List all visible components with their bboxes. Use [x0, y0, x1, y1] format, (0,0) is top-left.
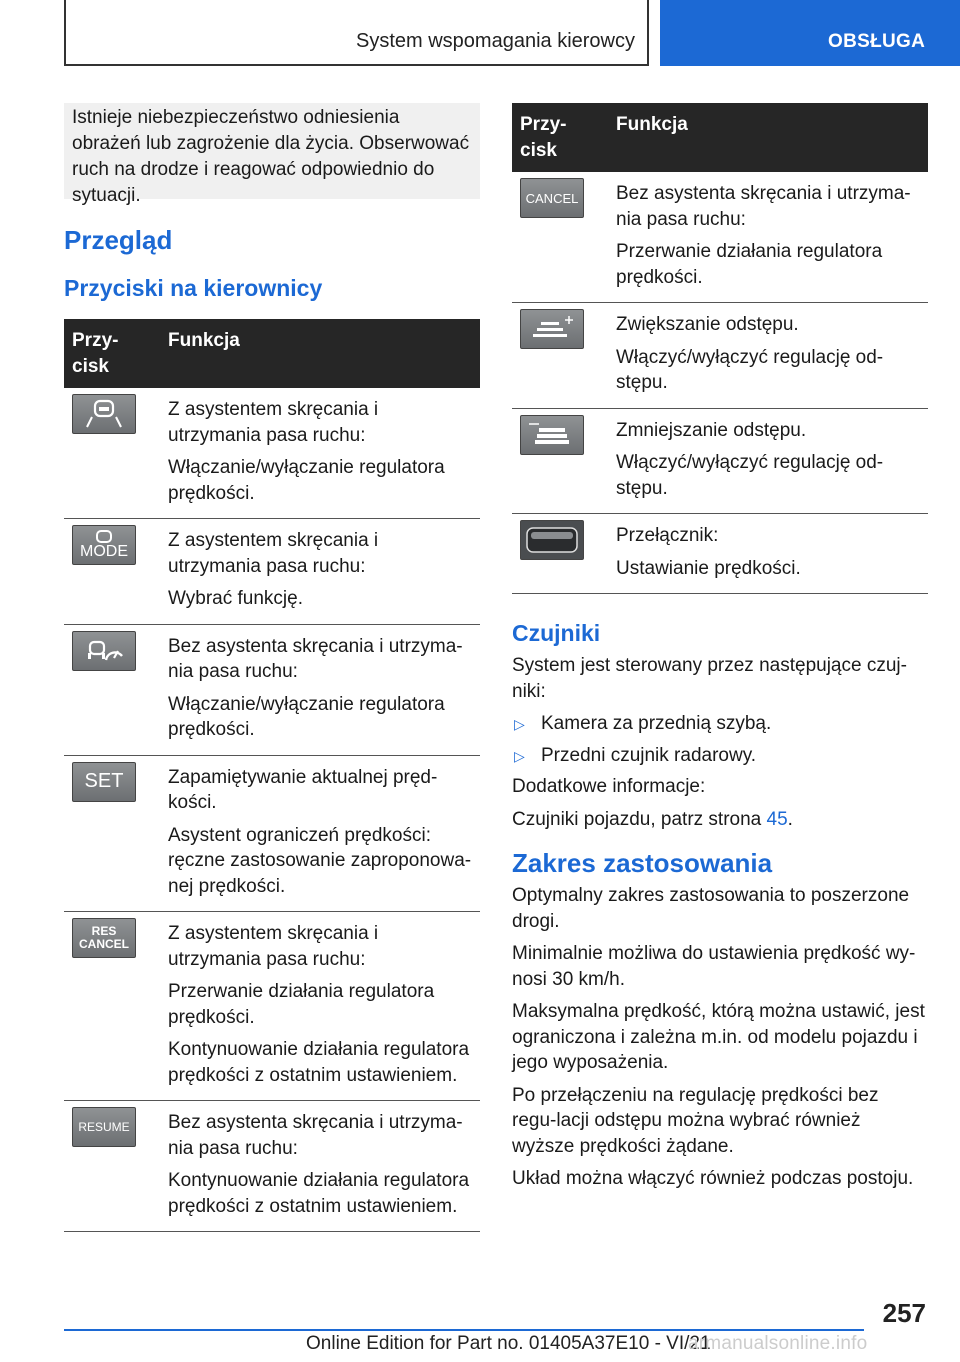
row-text-1: Z asystentem skręcania i utrzymania pasa ruchu:: [168, 923, 379, 970]
table-row: [512, 303, 928, 409]
triangle-bullet-icon: ▷: [514, 716, 525, 732]
table-row: [512, 172, 928, 303]
scope-paragraph: Optymalny zakres zastosowania to poszerzone drogi.: [512, 885, 910, 932]
cancel-icon: CANCEL: [520, 178, 584, 218]
row-text-2: Włączyć/wyłączyć regulację od-stępu.: [616, 452, 884, 499]
row-text-3: Kontynuowanie działania regulatora prędkości z ostatnim ustawieniem.: [168, 1039, 470, 1086]
more-info-label: Dodatkowe informacje:: [512, 776, 706, 797]
row-text-2: Asystent ograniczeń prędkości: ręczne zastosowanie zaproponowa-nej prędkości.: [168, 824, 472, 897]
page-link[interactable]: 45: [766, 808, 788, 830]
col-header-button: Przy- cisk: [512, 103, 608, 172]
scope-paragraph: Układ można włączyć również podczas postoju.: [512, 1168, 914, 1189]
edition-text: Online Edition for Part no. 01405A37E10 - VI/21: [306, 1333, 711, 1354]
row-text-2: Włączyć/wyłączyć regulację od-stępu.: [616, 346, 884, 393]
col-header-function: Funkcja: [160, 319, 480, 388]
row-text-2: Ustawianie prędkości.: [616, 557, 801, 579]
col-header-button: Przy- cisk: [64, 319, 160, 388]
row-text-1: Z asystentem skręcania i utrzymania pasa ruchu:: [168, 399, 379, 446]
sensors-list: [512, 711, 928, 768]
col-header-function: Funkcja: [608, 103, 928, 172]
watermark: armanualsonline.info: [688, 1333, 868, 1354]
section-tab-label: OBSŁUGA: [828, 31, 926, 52]
row-text-1: Z asystentem skręcania i utrzymania pasa ruchu:: [168, 530, 379, 577]
header-title-box: [64, 0, 649, 66]
row-text-1: Bez asystenta skręcania i utrzyma-nia pasa ruchu:: [616, 183, 911, 230]
table-row: [64, 388, 480, 519]
triangle-bullet-icon: ▷: [514, 747, 525, 764]
row-text-1: Zwiększanie odstępu.: [616, 314, 799, 335]
list-item: ▷ Kamera za przednią szybą.: [512, 711, 928, 737]
scope-heading: Zakres zastosowania: [512, 848, 773, 878]
row-text-2: Przerwanie działania regulatora prędkości.: [616, 241, 883, 288]
section-tab: [660, 0, 960, 66]
row-text-1: Bez asystenta skręcania i utrzyma-nia pasa ruchu:: [168, 1112, 463, 1159]
row-text-1: Bez asystenta skręcania i utrzyma-nia pasa ruchu:: [168, 635, 463, 682]
list-item: ▷ Przedni czujnik radarowy.: [512, 743, 928, 769]
sensors-reference: Czujniki pojazdu, patrz strona 45.: [512, 808, 793, 830]
cruise-control-icon: [72, 631, 136, 671]
warning-text: Istnieje niebezpieczeństwo odniesienia obrażeń lub zagrożenie dla życia. Obserwować ruch na drodze i reagować odpowiednio do sytuacji.: [72, 107, 470, 206]
page-number: 257: [882, 1298, 926, 1328]
resume-icon: RESUME: [72, 1107, 136, 1147]
distance-increase-icon: [520, 309, 584, 349]
buttons-table-left: [64, 319, 480, 1232]
set-icon: SET: [72, 762, 136, 802]
right-column: [512, 103, 928, 1192]
warning-box: [64, 103, 480, 206]
scope-paragraph: Po przełączeniu na regulację prędkości bez regu-lacji odstępu można wybrać również wyższe prędkości żądane.: [512, 1084, 879, 1157]
sensors-intro: System jest sterowany przez następujące czuj-niki:: [512, 655, 907, 702]
row-text-1: Zmniejszanie odstępu.: [616, 419, 807, 441]
row-text-2: Wybrać funkcję.: [168, 588, 303, 609]
table-row: [512, 514, 928, 594]
rocker-switch-icon: [520, 520, 584, 560]
table-row: [64, 624, 480, 755]
table-header-row: [64, 319, 480, 388]
row-text-2: Włączanie/wyłączanie regulatora prędkości.: [168, 693, 445, 740]
row-text-2: Kontynuowanie działania regulatora prędkości z ostatnim ustawieniem.: [168, 1170, 470, 1217]
table-row: [64, 912, 480, 1101]
row-text-2: Włączanie/wyłączanie regulatora prędkości.: [168, 457, 445, 504]
row-text-2: Przerwanie działania regulatora prędkości.: [168, 981, 435, 1028]
table-row: [64, 519, 480, 625]
table-row: [64, 1101, 480, 1232]
mode-icon: MODE: [72, 525, 136, 565]
overview-heading: Przegląd: [64, 225, 173, 255]
row-text-1: Przełącznik:: [616, 525, 719, 546]
left-column: [64, 103, 480, 1232]
lane-assist-icon: [72, 394, 136, 434]
footer-divider: [64, 1329, 864, 1331]
distance-decrease-icon: [520, 415, 584, 455]
res-cancel-icon: RES CANCEL: [72, 918, 136, 958]
table-row: [64, 755, 480, 912]
buttons-subheading: Przyciski na kierownicy: [64, 275, 323, 301]
scope-paragraph: Minimalnie możliwa do ustawienia prędkość wy-nosi 30 km/h.: [512, 943, 916, 990]
section-title: System wspomagania kierowcy: [356, 30, 635, 52]
row-text-1: Zapamiętywanie aktualnej pręd-kości.: [168, 766, 438, 813]
table-row: [512, 408, 928, 514]
table-header-row: [512, 103, 928, 172]
buttons-table-right: [512, 103, 928, 594]
scope-paragraph: Maksymalna prędkość, którą można ustawić, jest ograniczona i zależna m.in. od modelu pojazdu i jego wyposażenia.: [512, 1001, 925, 1073]
sensors-heading: Czujniki: [512, 620, 601, 646]
